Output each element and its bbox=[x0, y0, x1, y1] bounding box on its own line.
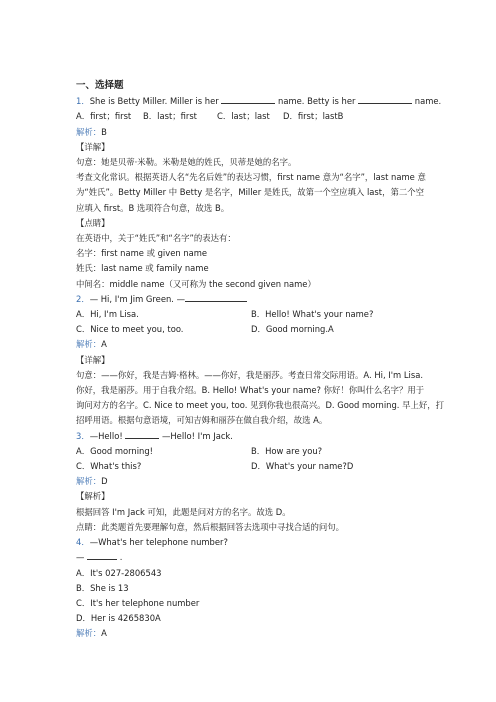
question-3-options-row2 bbox=[76, 459, 476, 474]
answer-blank bbox=[221, 94, 275, 104]
answer-value: D bbox=[101, 476, 108, 487]
tip-line: 名字：first name 或 given name bbox=[76, 248, 208, 259]
detail-heading: 【详解】 bbox=[76, 354, 110, 365]
answer-value: A bbox=[101, 628, 107, 639]
question-1-options bbox=[76, 109, 476, 124]
answer-value: A bbox=[101, 339, 107, 350]
detail-line: 应填入 first。B 选项符合句意，故选 B。 bbox=[76, 202, 230, 213]
option-c: C．Nice to meet you, too. bbox=[76, 324, 184, 335]
detail-heading: 【详解】 bbox=[76, 141, 110, 152]
question-number: 1． bbox=[76, 96, 90, 107]
answer-blank bbox=[125, 429, 159, 439]
question-4-response: — . bbox=[76, 552, 123, 563]
option-c: C．What's this? bbox=[76, 461, 142, 472]
question-3-options-row1 bbox=[76, 444, 476, 459]
tip-line: 姓氏：last name 或 family name bbox=[76, 263, 209, 274]
option-c: C．It's her telephone number bbox=[76, 597, 200, 608]
section-title: 一、选择题 bbox=[76, 80, 124, 91]
question-number: 2． bbox=[76, 293, 90, 304]
option-a: A．Hi, I'm Lisa. bbox=[76, 309, 139, 320]
question-number: 4． bbox=[76, 537, 90, 548]
question-3-stem: 3．—Hello! —Hello! I'm Jack. bbox=[76, 430, 233, 441]
option-a: A．Good morning! bbox=[76, 445, 154, 456]
option-d: D．What's your name?D bbox=[251, 461, 354, 472]
question-number: 3． bbox=[76, 430, 90, 441]
answer-line: 解析：A bbox=[76, 628, 107, 639]
answer-line: 解析：B bbox=[76, 126, 107, 137]
analysis-heading: 【解析】 bbox=[76, 491, 110, 502]
option-b: B．She is 13 bbox=[76, 582, 129, 593]
analysis-line: 根据回答 I'm Jack 可知，此题是问对方的名字。故选 D。 bbox=[76, 506, 291, 517]
option-a: A．It's 027-2806543 bbox=[76, 567, 162, 578]
option-a: A．first；first bbox=[76, 111, 132, 122]
question-1-stem: 1．She is Betty Miller. Miller is her name. Betty is her name. bbox=[76, 96, 442, 107]
tip-heading: 【点睛】 bbox=[76, 217, 110, 228]
answer-blank bbox=[185, 292, 247, 302]
detail-line: 考查文化常识。根据英语人名“先名后姓”的表达习惯，first name 意为“名字”，last name 意 bbox=[76, 172, 426, 183]
option-d: D．Her is 4265830A bbox=[76, 613, 161, 624]
question-2-options-row2 bbox=[76, 322, 476, 337]
option-d: D．first；lastB bbox=[283, 111, 344, 122]
answer-blank bbox=[358, 94, 412, 104]
question-2-options-row1 bbox=[76, 307, 476, 322]
detail-line: 句意：她是贝蒂·米勒。米勒是她的姓氏，贝蒂是她的名字。 bbox=[76, 157, 297, 168]
detail-line: 句意：——你好，我是吉姆·格林。——你好，我是丽莎。考查日常交际用语。A. Hi, I'm Lisa. bbox=[76, 369, 424, 380]
tip-line: 在英语中，关于“姓氏”和“名字”的表达有： bbox=[76, 233, 236, 244]
answer-blank bbox=[87, 550, 117, 560]
detail-line: 招呼用语。根据句意语境，可知吉姆和丽莎在做自我介绍，故选 A。 bbox=[76, 415, 328, 426]
tip-line: 中间名：middle name（又可称为 the second given name） bbox=[76, 278, 316, 289]
option-b: B．Hello! What's your name? bbox=[251, 309, 374, 320]
option-b: B．How are you? bbox=[251, 445, 323, 456]
question-2-stem: 2．— Hi, I'm Jim Green. — bbox=[76, 292, 476, 307]
answer-line: 解析：D bbox=[76, 476, 108, 487]
detail-line: 你好，我是丽莎。用于自我介绍。B. Hello! What's your name? 你好！你叫什么名字？用于 bbox=[76, 385, 425, 396]
question-4-stem: 4．—What's her telephone number? bbox=[76, 537, 228, 548]
answer-value: B bbox=[101, 126, 107, 137]
detail-line: 询问对方的名字。C. Nice to meet you, too. 见到你我也很高兴。D. Good morning. 早上好，打 bbox=[76, 400, 444, 411]
option-c: C．last；last bbox=[217, 111, 270, 122]
detail-line: 为“姓氏”。Betty Miller 中 Betty 是名字，Miller 是姓氏，故第一个空应填入 last，第二个空 bbox=[76, 187, 424, 198]
answer-line: 解析：A bbox=[76, 339, 107, 350]
option-b: B．last；first bbox=[143, 111, 197, 122]
option-d: D．Good morning.A bbox=[251, 324, 334, 335]
analysis-line: 点睛：此类题首先要理解句意，然后根据回答去选项中寻找合适的问句。 bbox=[76, 521, 344, 532]
